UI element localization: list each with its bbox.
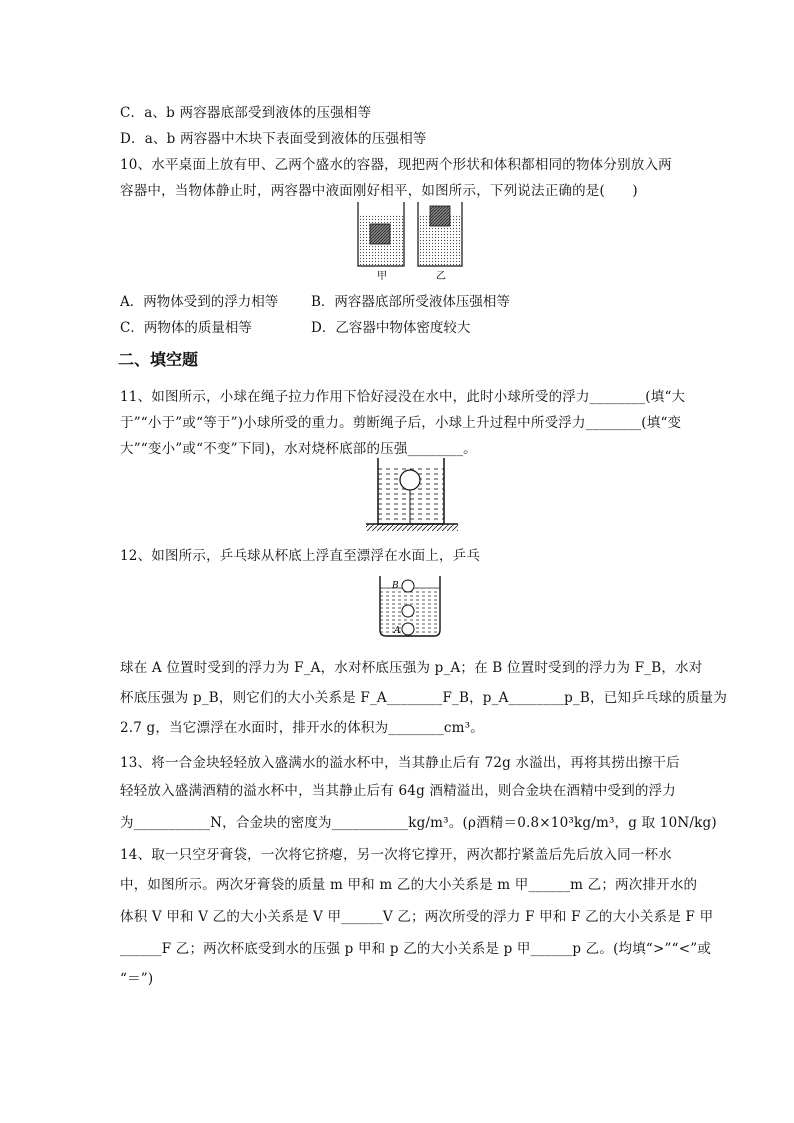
q11-stem-line3: 大”“变小”或“不变”下同)，水对烧杯底部的压强________。 bbox=[120, 441, 477, 457]
q10-option-c: C．两物体的质量相等 bbox=[120, 320, 252, 336]
q10-stem-line1: 10、水平桌面上放有甲、乙两个盛水的容器，现把两个形状和体积都相同的物体分别放入两 bbox=[120, 157, 672, 173]
object-b bbox=[430, 206, 450, 226]
q11-beaker-figure bbox=[362, 456, 462, 536]
q10-option-b: B．两容器底部所受液体压强相等 bbox=[311, 294, 510, 310]
q10-containers-figure bbox=[350, 200, 470, 282]
table-hatch bbox=[366, 524, 458, 531]
q10-option-a: A．两物体受到的浮力相等 bbox=[120, 294, 279, 310]
q12-stem-line3: 杯底压强为 p_B，则它们的大小关系是 F_A________F_B，p_A________p_B，已知乒乓球的质量为 bbox=[120, 690, 728, 706]
q13-stem-line1: 13、将一合金块轻轻放入盛满水的溢水杯中，当其静止后有 72g 水溢出，再将其捞出擦干后 bbox=[120, 755, 680, 771]
object-a bbox=[370, 224, 390, 244]
section-title-fill-blank: 二、填空题 bbox=[118, 350, 199, 369]
ball-b bbox=[402, 580, 414, 592]
q14-stem-line2: 中，如图所示。两次牙膏袋的质量 m 甲和 m 乙的大小关系是 m 甲______m 乙；两次排开水的 bbox=[120, 877, 698, 893]
ball-a bbox=[402, 623, 414, 635]
ball-middle bbox=[402, 605, 414, 617]
q12-stem-line4: 2.7 g，当它漂浮在水面时，排开水的体积为________cm³。 bbox=[120, 720, 484, 736]
q9-option-c: C．a、b 两容器底部受到液体的压强相等 bbox=[120, 105, 372, 121]
q13-stem-line3: 为___________N，合金块的密度为___________kg/m³。(ρ酒精＝0.8×10³kg/m³，g 取 10N/kg) bbox=[120, 815, 717, 831]
q14-stem-line5: “＝”) bbox=[120, 971, 154, 987]
label-b: B bbox=[392, 581, 399, 591]
q13-stem-line2: 轻轻放入盛满酒精的溢水杯中，当其静止后有 64g 酒精溢出，则合金块在酒精中受到的浮力 bbox=[120, 783, 677, 799]
q9-option-d: D．a、b 两容器中木块下表面受到液体的压强相等 bbox=[120, 131, 427, 147]
q11-stem-line2: 于”“小于”或“等于”)小球所受的重力。剪断绳子后，小球上升过程中所受浮力________(填“变 bbox=[120, 415, 682, 431]
q10-option-d: D．乙容器中物体密度较大 bbox=[311, 320, 471, 336]
q12-stem-line1: 12、如图所示，乒乓球从杯底上浮直至漂浮在水面上，乒乓 bbox=[120, 548, 481, 564]
q12-stem-line2: 球在 A 位置时受到的浮力为 F_A，水对杯底压强为 p_A；在 B 位置时受到的浮力为 F_B，水对 bbox=[120, 660, 703, 676]
q12-cup-figure bbox=[374, 574, 446, 640]
fig-label-yi: 乙 bbox=[436, 271, 446, 282]
q14-stem-line1: 14、取一只空牙膏袋，一次将它挤瘪，另一次将它撑开，两次都拧紧盖后先后放入同一杯水 bbox=[120, 847, 672, 863]
q10-stem-line2: 容器中，当物体静止时，两容器中液面刚好相平，如图所示，下列说法正确的是( ) bbox=[120, 183, 638, 199]
q14-stem-line4: ______F 乙；两次杯底受到水的压强 p 甲和 p 乙的大小关系是 p 甲______p 乙。(均填“>”“<”或 bbox=[120, 941, 712, 957]
ball bbox=[400, 470, 420, 490]
q11-stem-line1: 11、如图所示，小球在绳子拉力作用下恰好浸没在水中，此时小球所受的浮力________(填“大 bbox=[120, 389, 686, 405]
q14-stem-line3: 体积 V 甲和 V 乙的大小关系是 V 甲______V 乙；两次所受的浮力 F 甲和 F 乙的大小关系是 F 甲 bbox=[120, 909, 714, 925]
label-a: A bbox=[394, 626, 401, 636]
fig-label-jia: 甲 bbox=[377, 271, 387, 282]
